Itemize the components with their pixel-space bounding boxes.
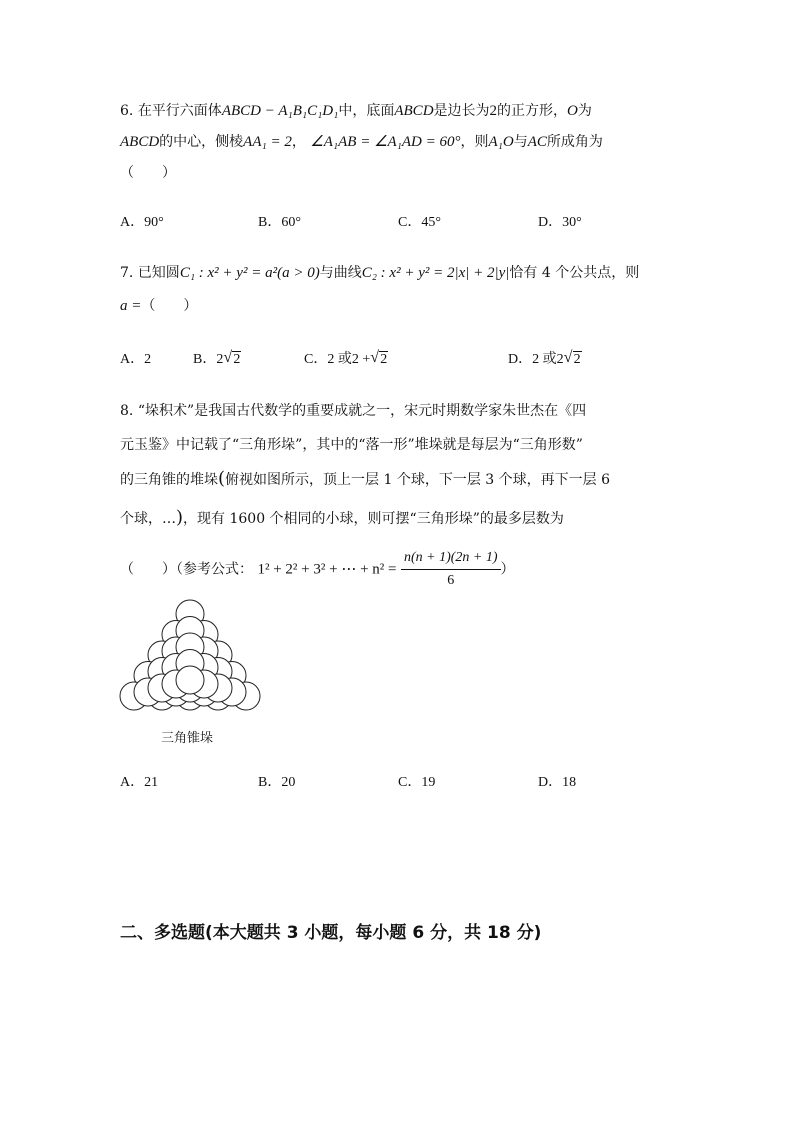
sum-formula: 1² + 2² + 3² + ⋯ + n² = bbox=[257, 561, 397, 578]
q6-solid: ABCD − A₁B₁C₁D₁ bbox=[221, 103, 339, 119]
q6-angles: ∠A₁AB = ∠A₁AD = 60° bbox=[310, 134, 461, 150]
q8-line-2: 元玉鉴》中记载了“三角形垛”，其中的“落一形”堆垛就是每层为“三角形数” bbox=[120, 437, 583, 453]
q7-option-c[interactable]: C．2 或2 +√ 2 bbox=[304, 348, 388, 368]
q7-option-a[interactable]: A．2 bbox=[120, 352, 152, 367]
q6-line-2: ABCD的中心，侧棱AA₁ = 2， ∠A₁AB = ∠A₁AD = 60°，则A₁O与AC所成角为 bbox=[120, 134, 603, 150]
q7-line-1: 7. 已知圆C₁ : x² + y² = a²(a > 0)与曲线C₂ : x² + y² = 2|x| + 2|y|恰有 4 个公共点，则 bbox=[120, 265, 640, 281]
q7-option-d[interactable]: D．2 或2√ 2 bbox=[508, 348, 582, 368]
q8-line-1: 8. “垛积术”是我国古代数学的重要成就之一，宋元时期数学家朱世杰在《四 bbox=[120, 403, 587, 419]
q8-line-3: 的三角锥的堆垛(俯视如图所示，顶上一层 1 个球，下一层 3 个球，再下一层 6 bbox=[120, 468, 611, 489]
q7-number: 7. bbox=[120, 265, 134, 281]
q8-option-b[interactable]: B．20 bbox=[258, 775, 296, 790]
q7-line-2: a =（ ） bbox=[120, 298, 198, 314]
q7-circle: C₁ : x² + y² = a²(a > 0) bbox=[179, 265, 320, 281]
q8-option-d[interactable]: D．18 bbox=[538, 775, 577, 790]
q7-option-b[interactable]: B．2√ 2 bbox=[193, 348, 241, 368]
q6-edge: AA₁ = 2 bbox=[243, 134, 292, 150]
q6-option-a[interactable]: A．90° bbox=[120, 215, 164, 230]
q6-option-c[interactable]: C．45° bbox=[398, 215, 441, 230]
q6-paren: （ ） bbox=[120, 165, 176, 181]
pile-ball bbox=[176, 666, 204, 694]
q7-curve: C₂ : x² + y² = 2|x| + 2|y| bbox=[361, 265, 510, 281]
sqrt-symbol: √ 2 bbox=[223, 352, 241, 368]
q8-line-5: （ ）（参考公式： 1² + 2² + 3² + ⋯ + n² = $\frac{n(n + 1)(2n + 1)}{6}$ ） bbox=[120, 547, 515, 592]
figure-caption: 三角锥垛 bbox=[161, 731, 214, 746]
q6-option-d[interactable]: D．30° bbox=[538, 215, 582, 230]
section-heading: 二、多选题(本大题共 3 小题，每小题 6 分，共 18 分) bbox=[120, 923, 542, 943]
q6-option-b[interactable]: B．60° bbox=[258, 215, 301, 230]
q6-line-1: 6. 在平行六面体ABCD − A₁B₁C₁D₁中，底面ABCD是边长为2的正方形，O为 bbox=[120, 103, 592, 119]
q6-number: 6. bbox=[120, 103, 134, 119]
triangular-pile-figure bbox=[118, 598, 264, 724]
q8-option-c[interactable]: C．19 bbox=[398, 775, 436, 790]
sqrt-symbol: √ 2 bbox=[564, 352, 582, 368]
formula-fraction: $\frac{n(n + 1)(2n + 1)}{6}$ bbox=[401, 547, 501, 592]
sqrt-symbol: √ 2 bbox=[370, 352, 388, 368]
q8-option-a[interactable]: A．21 bbox=[120, 775, 159, 790]
q8-number: 8. bbox=[120, 403, 134, 419]
q8-line-4: 个球，…)，现有 1600 个相同的小球，则可摆“三角形垛”的最多层数为 bbox=[120, 507, 564, 528]
